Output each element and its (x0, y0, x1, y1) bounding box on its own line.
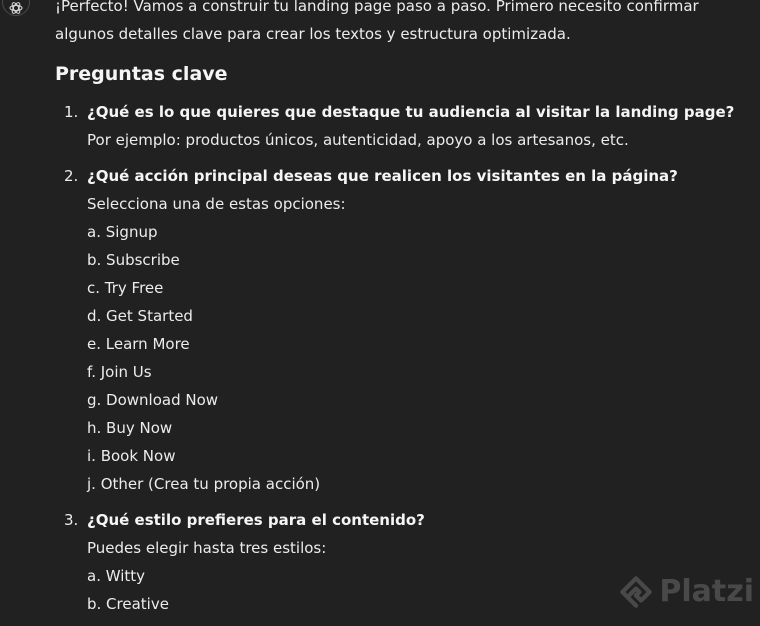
option-item: a. Signup (87, 223, 158, 241)
questions-list (55, 98, 755, 618)
question-text: Por ejemplo: productos únicos, autenticidad, apoyo a los artesanos, etc. (87, 131, 629, 149)
question-text: Selecciona una de estas opciones: (87, 195, 346, 213)
option-item: b. Creative (87, 595, 169, 613)
question-number: 3. (64, 511, 79, 529)
question-number: 2. (64, 167, 79, 185)
option-item: f. Join Us (87, 363, 152, 381)
question-number: 1. (64, 103, 79, 121)
platzi-logo-icon (619, 575, 653, 609)
question-text: Puedes elegir hasta tres estilos: (87, 539, 327, 557)
option-item: j. Other (Crea tu propia acción) (87, 475, 321, 493)
option-item: d. Get Started (87, 307, 193, 325)
option-item: h. Buy Now (87, 419, 173, 437)
option-item: a. Witty (87, 567, 146, 585)
option-item: g. Download Now (87, 391, 219, 409)
option-item: e. Learn More (87, 335, 190, 353)
watermark-brand: Platzi (659, 574, 754, 609)
option-item: i. Book Now (87, 447, 176, 465)
option-item: b. Subscribe (87, 251, 180, 269)
platzi-watermark (619, 574, 754, 609)
question-title: ¿Qué es lo que quieres que destaque tu audiencia al visitar la landing page? (87, 103, 735, 121)
section-heading: Preguntas clave (55, 63, 228, 85)
option-item: c. Try Free (87, 279, 164, 297)
question-title: ¿Qué acción principal deseas que realicen los visitantes en la página? (87, 167, 678, 185)
assistant-logo-icon (8, 0, 24, 16)
intro-paragraph: ¡Perfecto! Vamos a construir tu landing page paso a paso. Primero necesito confirmar algunos detalles clave para crear los textos y estructura optimizada. (55, 0, 699, 43)
question-item (55, 162, 755, 498)
assistant-message (55, 0, 755, 626)
assistant-avatar (2, 0, 30, 16)
question-title: ¿Qué estilo prefieres para el contenido? (87, 511, 425, 529)
question-item (55, 98, 755, 154)
